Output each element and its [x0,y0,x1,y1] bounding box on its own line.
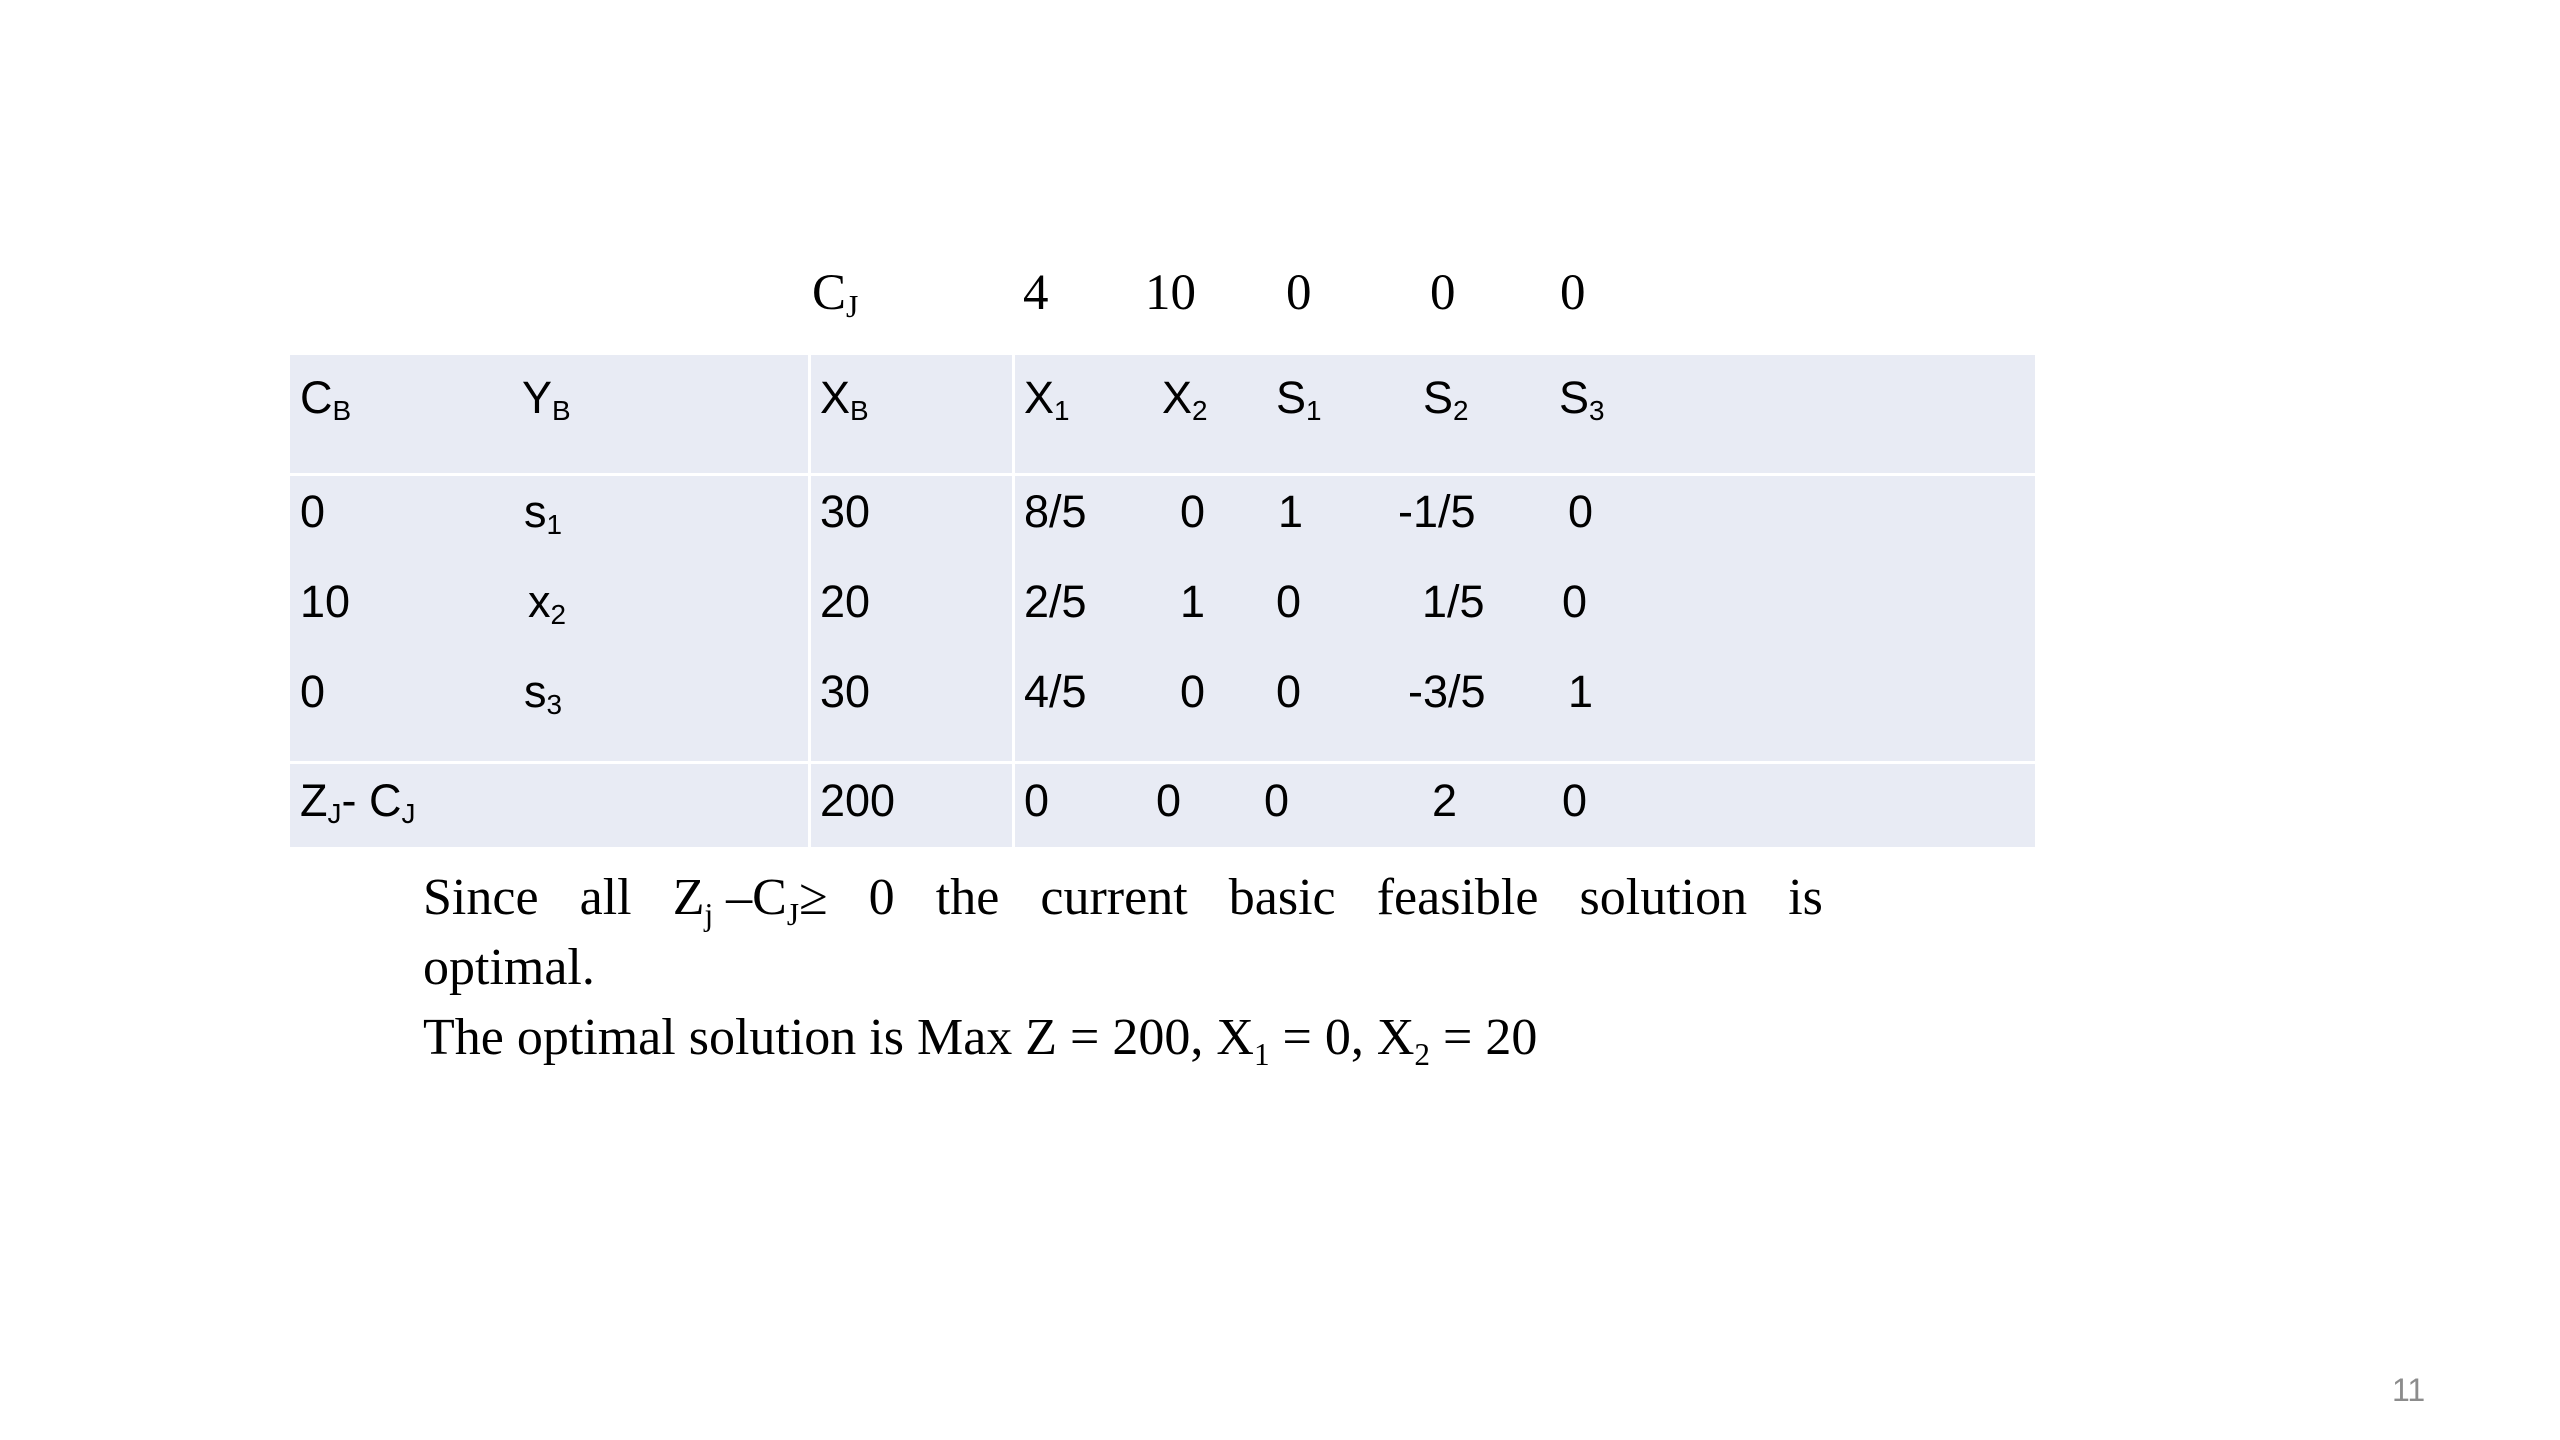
row1-cb: 0 [300,486,326,537]
row1-yb: $s_1$ [524,486,563,540]
row2-x2: 1 [1180,576,1206,627]
conclusion-line-2: optimal. [423,939,595,996]
cj-value-s1: 0 [1286,265,1312,321]
row2-cb: 10 [300,576,351,627]
header-x1: $X_1$ [1024,372,1070,426]
row3-xb: 30 [820,666,871,717]
row1-xb: 30 [820,486,871,537]
zj-x2: 0 [1156,775,1182,826]
header-s3: $S_3$ [1559,372,1605,426]
cj-value-s3: 0 [1560,265,1586,321]
page-number: 11 [2392,1372,2426,1408]
row1-x2: 0 [1180,486,1206,537]
row2-s2: 1/5 [1422,576,1485,627]
tableau-divider-zj [290,761,2035,764]
zj-x1: 0 [1024,775,1050,826]
row3-yb: $s_3$ [524,666,563,720]
row1-s1: 1 [1278,486,1304,537]
zj-cj-label: $Z_J-$ $C_J$ [300,775,416,829]
row1-s2: -1/5 [1398,486,1476,537]
row2-yb: $x_2$ [528,576,567,630]
row1-x1: 8/5 [1024,486,1087,537]
header-yb: $Y_B$ [522,372,571,426]
header-s1: $S_1$ [1276,372,1322,426]
conclusion-text [423,868,1823,1078]
zj-s3: 0 [1562,775,1588,826]
tableau-divider-xb [808,355,811,847]
row3-s3: 1 [1568,666,1594,717]
conclusion-line-1: Since all $Z_j$ $-C_J\ge$ 0 the current basic feasible solution is [423,869,1823,932]
header-xb: $X_B$ [820,372,869,426]
cj-label: $C_J$ [812,265,859,324]
cj-value-x1: 4 [1023,265,1049,321]
cj-value-x2: 10 [1145,265,1196,321]
header-cb: $C_B$ [300,372,352,426]
row3-cb: 0 [300,666,326,717]
conclusion-line-3: The optimal solution is Max Z = 200, $X_1 = 0$, $X_2 = 20$ [423,1009,1538,1072]
row1-s3: 0 [1568,486,1594,537]
zj-s2: 2 [1432,775,1458,826]
zj-s1: 0 [1264,775,1290,826]
cj-value-s2: 0 [1430,265,1456,321]
row2-x1: 2/5 [1024,576,1087,627]
row2-xb: 20 [820,576,871,627]
row3-x2: 0 [1180,666,1206,717]
row2-s1: 0 [1276,576,1302,627]
row3-x1: 4/5 [1024,666,1087,717]
tableau-divider-header [290,473,2035,476]
header-s2: $S_2$ [1423,372,1469,426]
row3-s2: -3/5 [1408,666,1486,717]
zj-xb: 200 [820,775,896,826]
row3-s1: 0 [1276,666,1302,717]
header-x2: $X_2$ [1162,372,1208,426]
tableau-divider-x [1012,355,1015,847]
row2-s3: 0 [1562,576,1588,627]
